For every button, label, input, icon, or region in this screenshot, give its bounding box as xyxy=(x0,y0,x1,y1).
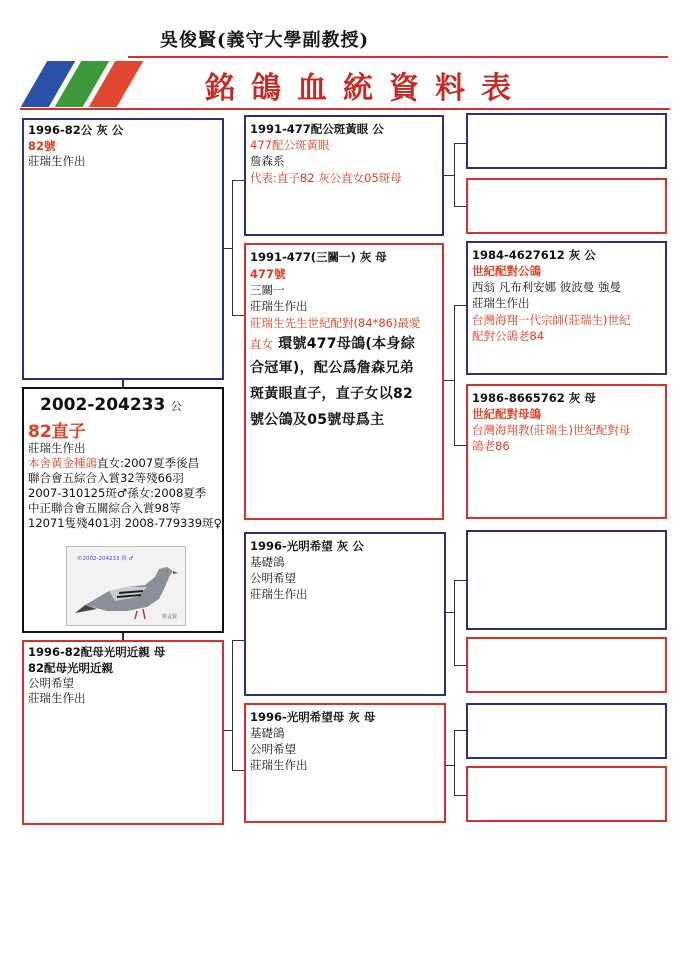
gen3-box-8 xyxy=(466,766,667,822)
dam-name: 82配母光明近親 xyxy=(28,661,114,675)
connector xyxy=(224,730,232,731)
gen3-box-3 xyxy=(466,241,667,375)
subject-line-0: 莊瑞生作出 xyxy=(28,441,86,455)
connector xyxy=(454,795,466,796)
subject-red-prefix: 本舍黃金種鴿 xyxy=(28,456,97,470)
pigeon-photo xyxy=(66,546,186,626)
gen3-box-7 xyxy=(466,703,667,759)
gen3-box-1 xyxy=(466,113,667,169)
connector xyxy=(454,143,455,206)
connector xyxy=(454,730,466,731)
subject-line-5: 12071隻殘401羽 2008-779339斑♀ xyxy=(28,516,222,530)
ss-line: 詹森系 xyxy=(250,154,285,168)
subject-line-1 xyxy=(28,456,199,471)
ds-ring: 1996-光明希望 灰 公 xyxy=(250,539,364,553)
sd-desc-3: 斑黃眼直子，直子女以82 xyxy=(250,386,414,402)
sdd-note-2: 鴿老86 xyxy=(472,439,510,453)
sds-line: 西翁 凡布利安娜 彼波曼 強曼 xyxy=(472,280,621,294)
connector xyxy=(122,379,124,387)
sds-ring: 1984-4627612 灰 公 xyxy=(472,248,596,262)
connector xyxy=(232,770,244,771)
ss-note: 代表:直子82 灰公直女05斑母 xyxy=(250,171,402,185)
subject-ring: 2002-204233 xyxy=(40,395,166,415)
sdd-note-1: 台灣海翔教(莊瑞生)世紀配對母 xyxy=(472,423,631,437)
connector xyxy=(232,180,244,181)
connector xyxy=(444,380,454,381)
granddam-maternal-box xyxy=(244,703,446,823)
header-rule-bottom xyxy=(20,108,670,110)
gen3-box-2 xyxy=(466,178,667,234)
connector xyxy=(224,248,232,249)
dam-box xyxy=(22,640,224,825)
gen3-box-4 xyxy=(466,384,667,519)
dam-line: 公明希望 xyxy=(28,676,74,690)
sd-red-note: 莊瑞生先生世紀配對(84*86)最愛 xyxy=(250,316,421,330)
connector xyxy=(454,665,466,666)
sire-breeder: 莊瑞生作出 xyxy=(28,154,86,168)
connector xyxy=(454,580,466,581)
connector xyxy=(454,305,466,306)
page-title: 銘鴿血統資料表 xyxy=(205,71,527,106)
ds-line: 基礎鴿 xyxy=(250,555,285,569)
subject-line-4: 中正聯合會五關綜合入賞98等 xyxy=(28,501,181,515)
gen3-box-5 xyxy=(466,530,667,630)
photo-caption: ©2002-204233 斑 ♂ xyxy=(77,556,134,562)
connector xyxy=(444,175,454,176)
author-heading: 吳俊賢(義守大學副教授) xyxy=(160,30,370,51)
subject-line-2: 聯合會五綜合入賞32等殘66羽 xyxy=(28,471,184,485)
connector xyxy=(232,640,233,770)
dd-line: 基礎鴿 xyxy=(250,726,285,740)
sd-desc-1: 環號477母鴿(本身綜 xyxy=(278,336,416,352)
dd-ring: 1996-光明希望母 灰 母 xyxy=(250,710,376,724)
sds-note-2: 配對公鴿老84 xyxy=(472,329,545,343)
ss-ring: 1991-477配公斑黃眼 公 xyxy=(250,122,384,136)
sdd-ring: 1986-8665762 灰 母 xyxy=(472,391,596,405)
connector xyxy=(454,305,455,445)
sds-note-1: 台灣海翔一代宗師(莊瑞生)世紀 xyxy=(472,313,631,327)
dd-name: 公明希望 xyxy=(250,742,296,756)
sd-line: 三關一 xyxy=(250,283,285,297)
sire-ring: 1996-82公 灰 公 xyxy=(28,123,124,137)
sd-red-note-2: 直女 xyxy=(250,337,273,351)
sd-desc-2: 合冠軍)，配公爲詹森兄弟 xyxy=(250,360,414,376)
sd-name: 477號 xyxy=(250,267,286,281)
subject-name: 82直子 xyxy=(28,422,86,442)
connector xyxy=(454,445,466,446)
sds-breeder: 莊瑞生作出 xyxy=(472,296,530,310)
connector xyxy=(454,580,455,665)
sdd-name: 世紀配對母鴿 xyxy=(472,407,541,421)
grandsire-paternal-box xyxy=(244,115,444,236)
sire-box xyxy=(22,118,224,380)
granddam-paternal-box xyxy=(244,243,444,520)
sd-ring: 1991-477(三關一) 灰 母 xyxy=(250,250,387,264)
connector xyxy=(232,180,233,315)
header-rule xyxy=(128,56,668,58)
connector xyxy=(454,730,455,795)
sd-desc-4: 號公鴿及05號母爲主 xyxy=(250,412,385,428)
subject-line-1-rest: 直女:2007夏季後昌 xyxy=(97,456,200,470)
photo-signature: 蔡孟賢 xyxy=(161,614,177,620)
sds-name: 世紀配對公鴿 xyxy=(472,264,541,278)
sire-name: 82號 xyxy=(28,139,56,153)
connector xyxy=(232,315,244,316)
sd-breeder: 莊瑞生作出 xyxy=(250,299,308,313)
ds-breeder: 莊瑞生作出 xyxy=(250,587,308,601)
dam-ring: 1996-82配母光明近親 母 xyxy=(28,645,166,659)
sd-desc-row1 xyxy=(250,333,415,354)
gen3-box-6 xyxy=(466,637,667,693)
dam-breeder: 莊瑞生作出 xyxy=(28,691,86,705)
connector xyxy=(454,143,466,144)
subject-line-3: 2007-310125斑♂孫女:2008夏季 xyxy=(28,486,207,500)
dd-breeder: 莊瑞生作出 xyxy=(250,758,308,772)
grandsire-maternal-box xyxy=(244,532,446,696)
connector xyxy=(454,206,466,207)
ds-name: 公明希望 xyxy=(250,571,296,585)
ss-name: 477配公斑黃眼 xyxy=(250,138,330,152)
connector xyxy=(122,632,124,640)
subject-sex: 公 xyxy=(170,399,182,413)
connector xyxy=(232,640,244,641)
